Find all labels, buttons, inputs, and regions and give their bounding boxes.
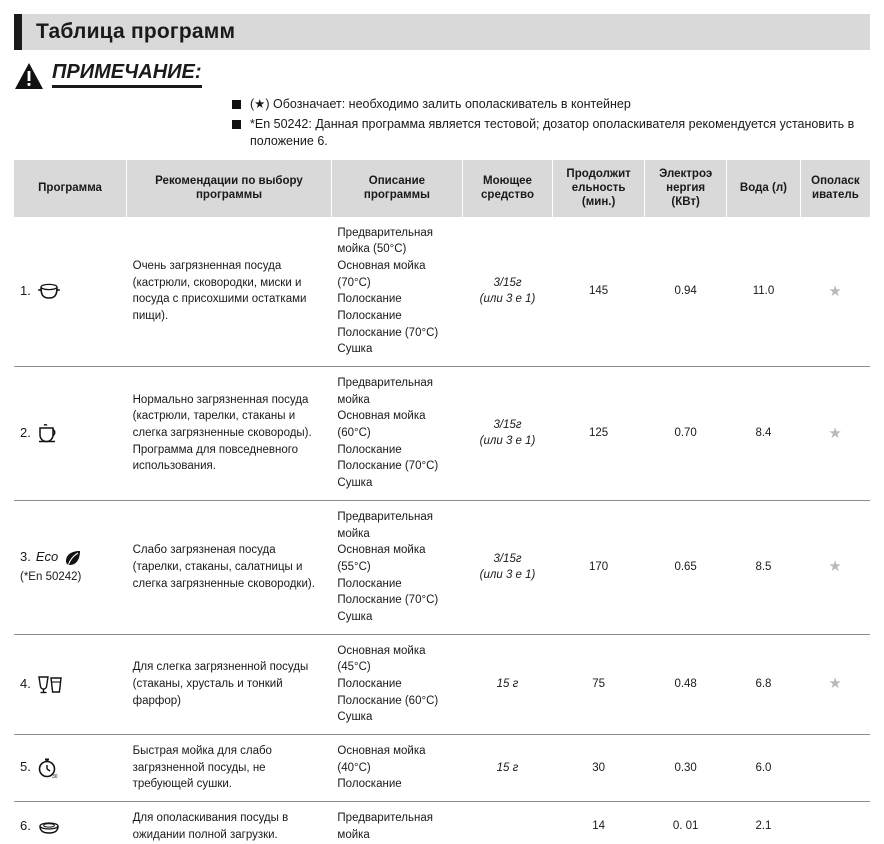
column-header-line: Ополаск (811, 174, 860, 187)
column-header-rinse-aid (800, 160, 870, 217)
column-header-line: нергия (666, 182, 706, 194)
table-row (14, 634, 870, 734)
column-header-line: ельность (571, 182, 626, 194)
note-header (14, 60, 870, 90)
cell-energy: 0. 01 (645, 801, 727, 844)
bullet-square-icon (232, 120, 241, 129)
table-row (14, 801, 870, 844)
cell-recommendation: Слабо загрязненая посуда (тарелки, стаканы, салатницы и слегка загрязненные сковородки). (127, 500, 332, 634)
eco-label: Eco (35, 549, 59, 565)
cell-water: 6.0 (727, 734, 801, 801)
detergent-note: (или 3 е 1) (479, 435, 536, 448)
cell-rinse-aid (800, 634, 870, 734)
table-header-row (14, 160, 870, 217)
column-header-program (14, 160, 127, 217)
cell-rinse-aid (800, 217, 870, 367)
program-number: 5. (20, 759, 31, 775)
note-item-text: (★) Обозначает: необходимо залить ополаскиватель в контейнер (250, 97, 631, 111)
star-icon: ★ (828, 558, 842, 576)
cell-description: Предварительная мойка Основная мойка (60°C) Полоскание Полоскание (70°C) Сушка (331, 367, 462, 501)
cell-duration: 125 (553, 367, 645, 501)
cell-program (14, 367, 127, 501)
cell-energy: 0.94 (645, 217, 727, 367)
cell-water: 6.8 (727, 634, 801, 734)
column-header-line: программы (195, 189, 263, 202)
cell-duration: 30 (553, 734, 645, 801)
detergent-note: (или 3 е 1) (479, 569, 536, 582)
note-label: ПРИМЕЧАНИЕ: (52, 60, 202, 88)
star-icon: ★ (828, 282, 842, 300)
cell-recommendation: Очень загрязненная посуда (кастрюли, сковородки, миски и посуда с присохшими остатками пищи). (127, 217, 332, 367)
star-icon: ★ (828, 424, 842, 442)
program-note: (*En 50242) (20, 571, 82, 584)
cell-description: Предварительная мойка (50°C) Основная мойка (70°C) Полоскание Полоскание Полоскание (70°C) Сушка (331, 217, 462, 367)
cell-rinse-aid (800, 367, 870, 501)
table-row (14, 500, 870, 634)
cell-recommendation: Для слегка загрязненной посуды (стаканы, хрусталь и тонкий фарфор) (127, 634, 332, 734)
column-header-line: Вода (л) (739, 182, 787, 194)
note-item (232, 96, 884, 113)
cell-water: 8.4 (727, 367, 801, 501)
program-number: 1. (20, 283, 31, 299)
cell-description: Предварительная мойка (331, 801, 462, 844)
cell-description: Основная мойка (40°C) Полоскание (331, 734, 462, 801)
table-header (14, 160, 870, 217)
note-list (232, 96, 884, 150)
column-header-energy (645, 160, 727, 217)
cell-program (14, 734, 127, 801)
cup-icon (36, 422, 62, 444)
svg-text:30: 30 (51, 773, 58, 779)
timer-icon (36, 757, 62, 779)
cell-water: 2.1 (727, 801, 801, 844)
cell-rinse-aid (800, 500, 870, 634)
column-header-line: (мин.) (581, 196, 616, 209)
column-header-line: Продолжит (566, 167, 631, 180)
cell-recommendation: Нормально загрязненная посуда (кастрюли, тарелки, стаканы и слегка загрязненные сковороды). Программа для повседневного использования. (127, 367, 332, 501)
program-identifier (20, 817, 121, 836)
column-header-duration (553, 160, 645, 217)
cell-recommendation: Быстрая мойка для слабо загрязненной посуды, не требующей сушки. (127, 734, 332, 801)
program-identifier (20, 281, 121, 301)
cell-energy: 0.30 (645, 734, 727, 801)
cell-detergent: 3/15г (или 3 е 1) (462, 367, 552, 501)
bullet-square-icon (232, 100, 241, 109)
cell-recommendation: Для ополаскивания посуды в ожидании полной загрузки. (127, 801, 332, 844)
program-identifier (20, 548, 121, 567)
column-header-line: (КВт) (671, 196, 700, 209)
column-header-line: иватель (812, 189, 859, 202)
column-header-line: средство (481, 189, 534, 202)
cell-program (14, 634, 127, 734)
cell-energy: 0.48 (645, 634, 727, 734)
cell-program (14, 801, 127, 844)
glass-icon (36, 673, 64, 695)
column-header-water (727, 160, 801, 217)
cell-program (14, 217, 127, 367)
cell-detergent: 3/15г (или 3 е 1) (462, 217, 552, 367)
program-number: 3. (20, 549, 31, 565)
cell-duration: 14 (553, 801, 645, 844)
cell-energy: 0.70 (645, 367, 727, 501)
cell-water: 8.5 (727, 500, 801, 634)
cell-rinse-aid (800, 734, 870, 801)
table-row (14, 734, 870, 801)
plate-icon (36, 819, 62, 835)
eco-leaf-icon (63, 549, 83, 567)
cell-detergent: 3/15г (или 3 е 1) (462, 500, 552, 634)
cell-duration: 170 (553, 500, 645, 634)
column-header-description (331, 160, 462, 217)
cell-energy: 0.65 (645, 500, 727, 634)
program-number: 4. (20, 675, 31, 691)
table-row (14, 367, 870, 501)
cell-program (14, 500, 127, 634)
column-header-line: программы (363, 189, 430, 202)
star-icon: ★ (828, 675, 842, 693)
cell-duration: 75 (553, 634, 645, 734)
column-header-line: Описание (368, 174, 426, 187)
cell-water: 11.0 (727, 217, 801, 367)
program-number: 6. (20, 818, 31, 834)
column-header-recommendation (127, 160, 332, 217)
column-header-detergent (462, 160, 552, 217)
cell-description: Основная мойка (45°C) Полоскание Полоскание (60°C) Сушка (331, 634, 462, 734)
column-header-line: Электроэ (659, 167, 713, 180)
cell-detergent: 15 г (462, 734, 552, 801)
column-header-line: Моющее (483, 174, 532, 187)
cell-detergent: 15 г (462, 634, 552, 734)
cell-description: Предварительная мойка Основная мойка (55°C) Полоскание Полоскание (70°C) Сушка (331, 500, 462, 634)
cell-rinse-aid (800, 801, 870, 844)
program-identifier (20, 673, 121, 695)
column-header-line: Программа (38, 182, 102, 194)
pot-icon (36, 281, 62, 301)
program-identifier (20, 757, 121, 779)
note-item-text: *En 50242: Данная программа является тестовой; дозатор ополаскивателя рекомендуется установить в положение 6. (250, 116, 855, 148)
program-table (14, 160, 870, 844)
column-header-line: Рекомендации по выбору (155, 174, 303, 187)
program-number: 2. (20, 425, 31, 441)
page-title-bar (14, 14, 870, 50)
page-title: Таблица программ (36, 20, 236, 43)
note-item (232, 116, 884, 150)
program-identifier (20, 422, 121, 444)
table-row (14, 217, 870, 367)
table-body (14, 217, 870, 844)
cell-detergent (462, 801, 552, 844)
detergent-note: (или 3 е 1) (479, 293, 536, 306)
cell-duration: 145 (553, 217, 645, 367)
warning-triangle-icon (14, 62, 44, 90)
